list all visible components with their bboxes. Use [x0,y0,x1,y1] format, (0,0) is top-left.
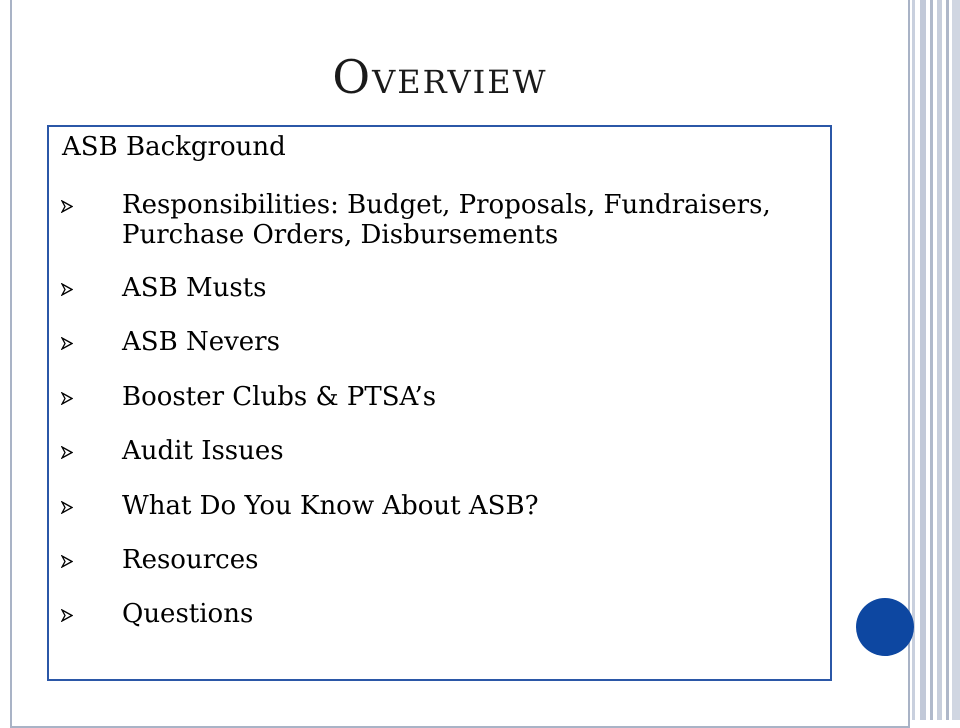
bullet-text: Questions [122,599,254,629]
slide-title: Overview [332,50,548,104]
bullet-text: Booster Clubs & PTSA’s [122,382,437,412]
bullet-text: ASB Nevers [122,327,280,357]
arrowhead-bullet-icon [61,337,73,350]
content-box [47,125,832,681]
bullet-text: What Do You Know About ASB? [122,491,539,521]
arrowhead-bullet-icon [61,200,73,213]
arrowhead-bullet-icon [61,446,73,459]
decorative-circle [856,598,914,656]
arrowhead-bullet-icon [61,283,73,296]
bullet-text: Resources [122,545,259,575]
arrowhead-bullet-icon [61,609,73,622]
arrowhead-bullet-icon [61,392,73,405]
bullet-text: Audit Issues [122,436,284,466]
section-heading: ASB Background [62,132,286,162]
decorative-stripes [912,0,960,720]
bullet-text: ASB Musts [122,273,267,303]
bullet-text: Responsibilities: Budget, Proposals, Fundraisers, Purchase Orders, Disbursements [122,190,771,250]
arrowhead-bullet-icon [61,501,73,514]
arrowhead-bullet-icon [61,555,73,568]
